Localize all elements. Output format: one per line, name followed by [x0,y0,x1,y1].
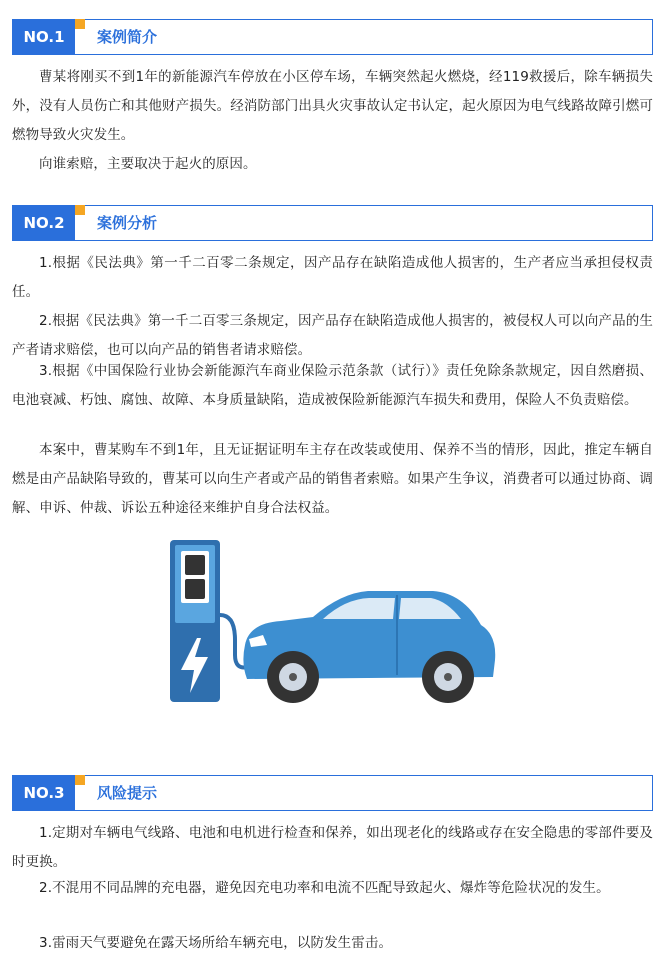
paragraph: 向谁索赔，主要取决于起火的原因。 [39,156,257,172]
section-header [12,205,653,241]
paragraph: 本案中，曹某购车不到1年，且无证据证明车主存在改装或使用、保养不当的情形，因此，推定车辆自燃是由产品缺陷导致的，曹某可以向生产者或产品的销售者索赔。如果产生争议，消费者可以通过协商、调解、申诉、仲裁、诉讼五种途径来维护自身合法权益。 [12,442,653,516]
section-title: 案例分析 [97,214,158,232]
paragraph: 3.根据《中国保险行业协会新能源汽车商业保险示范条款（试行）》责任免除条款规定，因自然磨损、电池衰减、朽蚀、腐蚀、故障、本身质量缺陷，造成被保险新能源汽车损失和费用，保险人不负责赔偿。 [12,363,653,408]
corner-accent [75,19,85,29]
section-title: 案例简介 [97,28,158,46]
corner-accent [75,205,85,215]
paragraph: 曹某将刚买不到1年的新能源汽车停放在小区停车场，车辆突然起火燃烧，经119救援后，除车辆损失外，没有人员伤亡和其他财产损失。经消防部门出具火灾事故认定书认定，起火原因为电气线路故障引燃可燃物导致火灾发生。 [12,69,653,143]
section-title: 风险提示 [97,784,158,802]
section-number: NO.2 [13,206,75,240]
paragraph: 3.雷雨天气要避免在露天场所给车辆充电，以防发生雷击。 [39,935,393,951]
paragraph: 1.定期对车辆电气线路、电池和电机进行检查和保养，如出现老化的线路或存在安全隐患的零部件要及时更换。 [12,825,653,870]
paragraph: 2.不混用不同品牌的充电器，避免因充电功率和电流不匹配导致起火、爆炸等危险状况的发生。 [39,880,610,896]
paragraph: 2.根据《民法典》第一千二百零三条规定，因产品存在缺陷造成他人损害的，被侵权人可以向产品的生产者请求赔偿，也可以向产品的销售者请求赔偿。 [12,313,653,358]
corner-accent [75,775,85,785]
section-number: NO.3 [13,776,75,810]
ev-charging-car-icon [163,535,499,705]
section-header [12,775,653,811]
paragraph: 1.根据《民法典》第一千二百零二条规定，因产品存在缺陷造成他人损害的，生产者应当承担侵权责任。 [12,255,653,300]
section-number: NO.1 [13,20,75,54]
section-header [12,19,653,55]
